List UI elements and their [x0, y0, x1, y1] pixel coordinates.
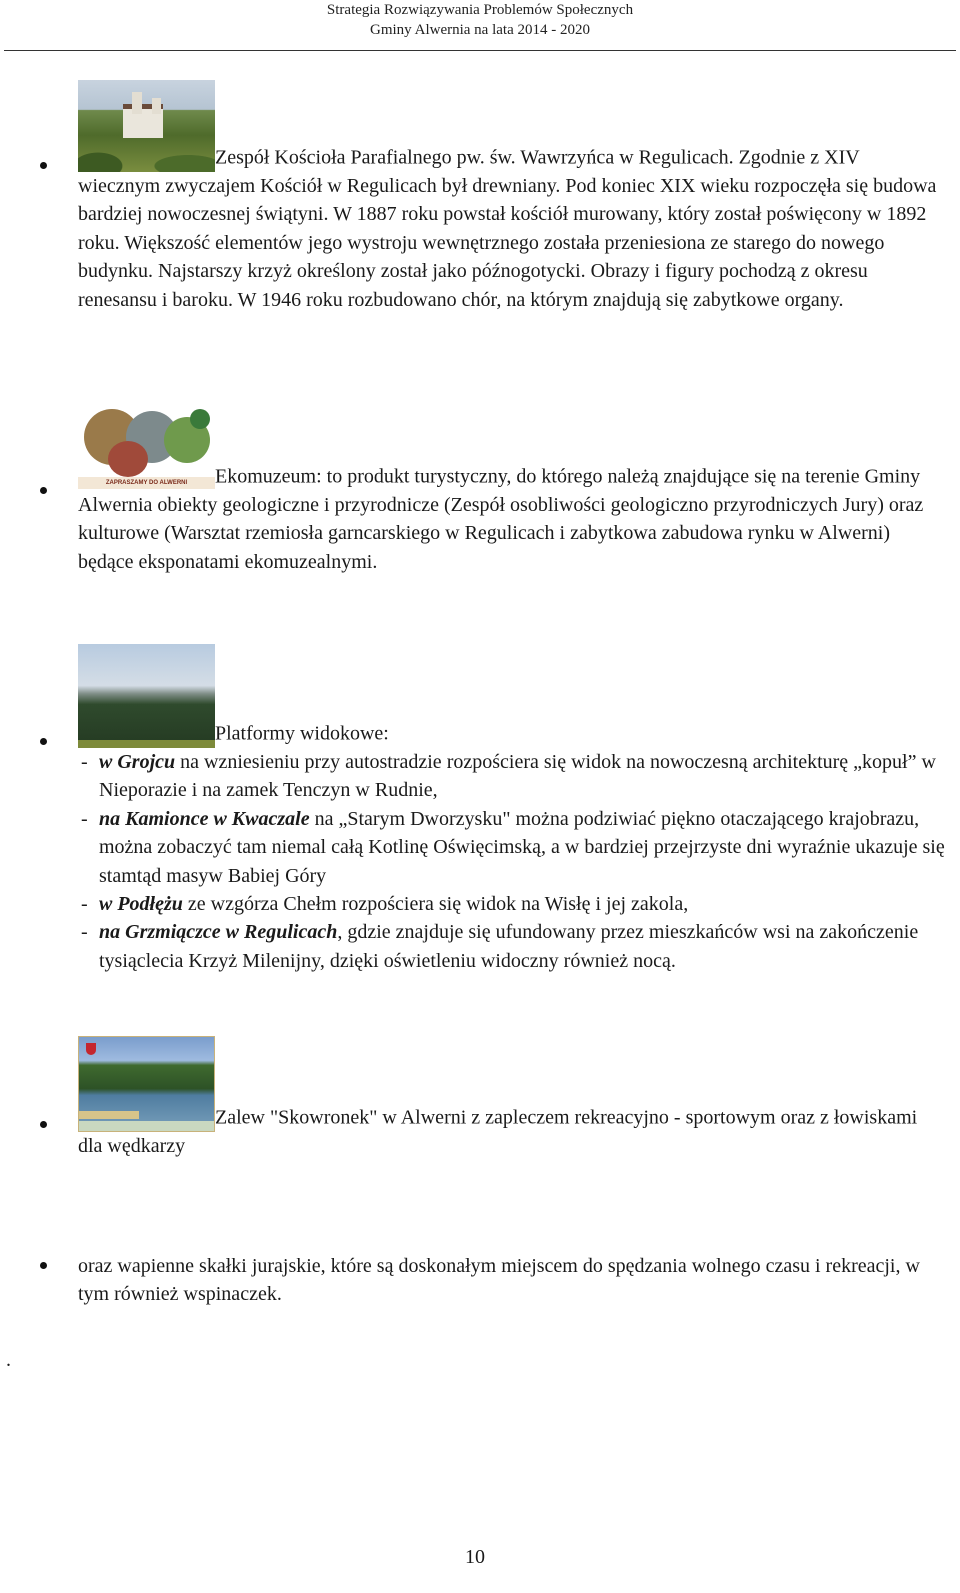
viewpoint-description: ze wzgórza Chełm rozpościera się widok na Wisłę i jej zakola,	[182, 893, 689, 916]
bullet-icon	[40, 487, 47, 494]
header-subtitle: Gminy Alwernia na lata 2014 - 2020	[370, 22, 590, 38]
viewpoint-place: w Grojcu	[99, 751, 176, 773]
viewpoint-place: na Kamionce w Kwaczale	[99, 807, 310, 830]
header-rule	[4, 50, 956, 51]
church-photo	[78, 80, 215, 172]
church-text: Zespół Kościoła Parafialnego pw. św. Wawrzyńca w Regulicach. Zgodnie z XIV wiecznym zwyczajem Kościół w Regulicach był drewniany. Pod koniec XIX wieku rozpoczęła się budowa bardziej nowoczesnej świątyni. W 1887 roku powstał kościół murowany, który został poświęcony w 1892 roku. Większość elementów jego wystroju wewnętrznego została przeniesiona ze starego do nowego budynku. Najstarszy krzyż określony został jako późnogotycki. Obrazy i figury pochodzą z okresu renesansu i baroku. W 1946 roku rozbudowano chór, na którym znajdują się zabytkowe organy.	[78, 146, 937, 311]
ekomuzeum-caption: ZAPRASZAMY DO ALWERNI	[78, 477, 215, 489]
bullet-icon	[40, 1262, 47, 1269]
list-item-church	[78, 80, 946, 314]
bullet-icon	[40, 162, 47, 169]
list-item-rocks	[78, 1252, 946, 1309]
bullet-icon	[40, 1121, 47, 1128]
rocks-text: oraz wapienne skałki jurajskie, które są doskonałym miejscem do spędzania wolnego czasu i rekreacji, w tym również wspinaczek.	[78, 1255, 920, 1306]
ekomuzeum-text: Ekomuzeum: to produkt turystyczny, do którego należą znajdujące się na terenie Gminy Alwernia obiekty geologiczne i przyrodnicze (Zespół osobliwości geologiczno przyrodniczych Jury) oraz kulturowe (Warsztat rzemiosła garncarskiego w Regulicach i zabytkowa zabudowa rynku w Alwerni) będące eksponatami ekomuzealnymi.	[78, 465, 924, 573]
viewpoint-description: , gdzie znajduje się ufundowany przez mieszkańców wsi na zakończenie tysiąclecia Krzyż Milenijny, dzięki oświetleniu widoczny również nocą.	[99, 921, 919, 972]
lake-text: Zalew "Skowronek" w Alwerni z zapleczem rekreacyjno - sportowym oraz z łowiskami dla wędkarzy	[78, 1106, 918, 1157]
lake-photo	[78, 1036, 215, 1132]
coat-of-arms-icon	[86, 1043, 96, 1055]
viewpoint-place: w Podłężu	[99, 893, 183, 916]
viewpoint-description: na „Starym Dworzysku" można podziwiać piękno otaczającego krajobrazu, można zobaczyć tam niemal całą Kotlinę Oświęcimską, a w bardziej przejrzyste dni wyraźnie ukazuje się stamtąd masyw Babiej Góry	[99, 807, 945, 887]
list-item-lake	[78, 1036, 946, 1160]
viewpoint-description: na wzniesieniu przy autostradzie rozpościera się widok na nowoczesną architekturę „kopuł” w Nieporazie i na zamek Tenczyn w Rudnie,	[99, 751, 936, 802]
header-title: Strategia Rozwiązywania Problemów Społecznych	[326, 2, 634, 18]
list-item-viewpoints	[78, 644, 946, 975]
viewpoint-grojec: - w Grojcu na wzniesieniu przy autostradzie rozpościera się widok na nowoczesną architekturę „kopuł” w Nieporazie i na zamek Tenczyn w Rudnie,	[81, 751, 936, 802]
viewpoint-place: na Grzmiączce w Regulicach	[99, 921, 338, 944]
landscape-view-photo	[78, 644, 215, 748]
page-header	[0, 0, 960, 40]
viewpoints-heading: Platformy widokowe:	[215, 722, 389, 745]
list-item-ekomuzeum	[78, 407, 946, 576]
viewpoint-grzmiaczka: - na Grzmiączce w Regulicach, gdzie znajduje się ufundowany przez mieszkańców wsi na zakończenie tysiąclecia Krzyż Milenijny, dzięki oświetleniu widoczny również nocą.	[81, 921, 919, 972]
viewpoint-podleze: - w Podłężu ze wzgórza Chełm rozpościera się widok na Wisłę i jej zakola,	[81, 893, 689, 916]
stray-mark: .	[6, 1349, 11, 1371]
ekomuzeum-collage	[78, 407, 215, 491]
page-number: 10	[465, 1546, 485, 1568]
viewpoint-kamionka: - na Kamionce w Kwaczale na „Starym Dworzysku" można podziwiać piękno otaczającego krajobrazu, można zobaczyć tam niemal całą Kotlinę Oświęcimską, a w bardziej przejrzyste dni wyraźnie ukazuje się stamtąd masyw Babiej Góry	[81, 807, 945, 887]
bullet-icon	[40, 738, 47, 745]
